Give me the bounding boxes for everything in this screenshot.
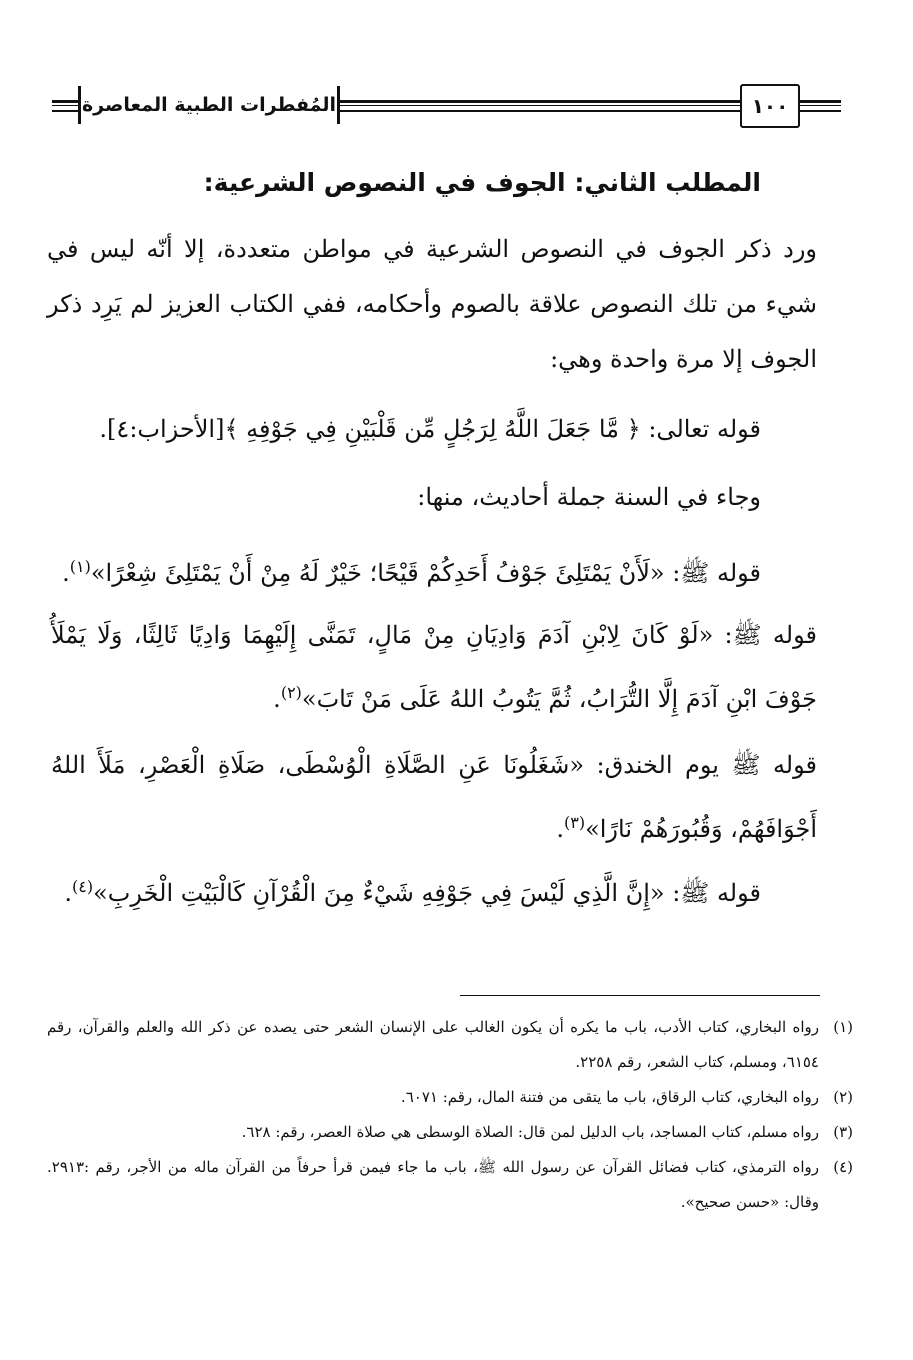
page-number: ١٠٠ [740, 84, 800, 128]
hadith-3 [51, 736, 817, 858]
footnote-number: (١) [833, 1018, 853, 1036]
quran-citation: [الأحزاب:٤]. [99, 415, 225, 443]
hadith-end: . [273, 685, 281, 713]
footnote-number: (٤) [833, 1158, 853, 1176]
footnote-text: رواه الترمذي، كتاب فضائل القرآن عن رسول الله ﷺ، باب ما جاء فيمن قرأ حرفاً من القرآن ماله من الأجر، رقم :٢٩١٣. وقال: «حسن صحيح». [47, 1158, 819, 1211]
sunnah-intro: وجاء في السنة جملة أحاديث، منها: [417, 483, 761, 511]
footnotes [47, 1010, 853, 1220]
hadith-2 [51, 606, 817, 728]
intro-paragraph: ورد ذكر الجوف في النصوص الشرعية في مواطن متعددة، إلا أنّه ليس في شيء من تلك النصوص علاقة بالصوم وأحكامه، ففي الكتاب العزيز لم يَرِد ذكر الجوف إلا مرة واحدة وهي: [47, 235, 817, 373]
footnote-4 [47, 1150, 853, 1220]
footnote-3 [47, 1115, 853, 1150]
footnote-ref: (٢) [280, 683, 302, 702]
quran-verse: قوله تعالى: ﴿ مَّا جَعَلَ اللَّهُ لِرَجُلٍ مِّن قَلْبَيْنِ فِي جَوْفِهِ ﴾ [224, 415, 761, 443]
footnote-rule [460, 995, 820, 996]
hadith-4 [51, 862, 761, 918]
quran-verse-line [51, 404, 761, 454]
footnote-ref: (٤) [72, 877, 94, 896]
hadith-text: قوله ﷺ: «إِنَّ الَّذِي لَيْسَ فِي جَوْفِهِ شَيْءٌ مِنَ الْقُرْآنِ كَالْبَيْتِ الْخَرِبِ» [93, 879, 761, 907]
running-title: المُفطرات الطبية المعاصرة [78, 86, 340, 124]
footnote-1 [47, 1010, 853, 1080]
hadith-text: قوله ﷺ: «لَوْ كَانَ لِابْنِ آدَمَ وَادِيَانِ مِنْ مَالٍ، تَمَنَّى إِلَيْهِمَا وَادِيًا ثَالِثًا، وَلَا يَمْلَأُ جَوْفَ ابْنِ آدَمَ إِلَّا التُّرَابُ، ثُمَّ يَتُوبُ اللهُ عَلَى مَنْ تَابَ» [51, 621, 817, 713]
hadith-text: قوله ﷺ: «لَأَنْ يَمْتَلِئَ جَوْفُ أَحَدِكُمْ قَيْحًا؛ خَيْرٌ لَهُ مِنْ أَنْ يَمْتَلِئَ شِعْرًا» [90, 559, 761, 587]
hadith-text: قوله ﷺ يوم الخندق: «شَغَلُونَا عَنِ الصَّلَاةِ الْوُسْطَى، صَلَاةِ الْعَصْرِ، مَلَأَ اللهُ أَجْوَافَهُمْ، وَقُبُورَهُمْ نَارًا» [51, 751, 817, 843]
footnote-ref: (٣) [563, 813, 586, 832]
footnote-2 [47, 1080, 853, 1115]
footnote-number: (٢) [833, 1088, 853, 1106]
hadith-end: . [556, 815, 564, 843]
footnote-ref: (١) [69, 557, 91, 576]
hadith-end: . [62, 559, 70, 587]
footnote-text: رواه البخاري، كتاب الرقاق، باب ما يتقى من فتنة المال، رقم: ٦٠٧١. [400, 1088, 819, 1106]
hadith-end: . [64, 879, 73, 907]
footnote-text: رواه مسلم، كتاب المساجد، باب الدليل لمن قال: الصلاة الوسطى هي صلاة العصر، رقم: ٦٢٨. [241, 1123, 819, 1141]
hadith-1 [51, 542, 761, 598]
section-heading: المطلب الثاني: الجوف في النصوص الشرعية: [203, 168, 761, 197]
footnote-number: (٣) [833, 1123, 853, 1141]
footnote-text: رواه البخاري، كتاب الأدب، باب ما يكره أن يكون الغالب على الإنسان الشعر حتى يصده عن ذكر الله والعلم والقرآن، رقم ٦١٥٤، ومسلم، كتاب الشعر، رقم ٢٢٥٨. [47, 1018, 819, 1071]
